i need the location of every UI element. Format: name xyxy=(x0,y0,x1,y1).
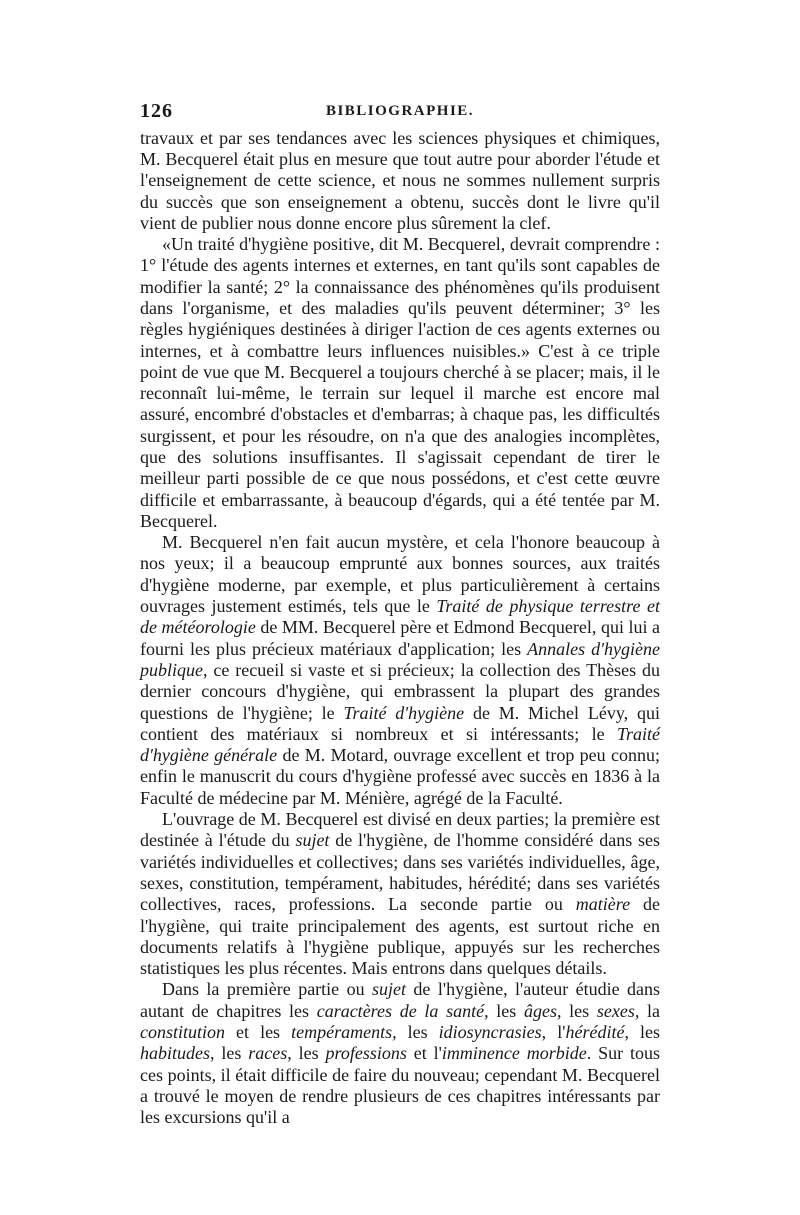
italic-title-text: matière xyxy=(575,894,631,915)
text-run: les xyxy=(396,1022,439,1042)
italic-title-text: races xyxy=(248,1043,288,1064)
text-run: et l' xyxy=(406,1043,442,1064)
italic-title-text: sujet xyxy=(372,979,407,1000)
text-run: de l'hygiène, qui traite principalement des agents, est surtout riche en documents relatifs à l'hygiène publique, appuyés sur les recherches statistiques les plus récentes. Mais entrons dans quelques détails. xyxy=(140,894,660,979)
italic-title-text: Traité de physique terrestre et de météorologie xyxy=(140,596,660,638)
paragraph-2 xyxy=(140,234,660,532)
paragraph-3 xyxy=(140,532,660,809)
page-body xyxy=(140,128,660,1128)
italic-title-text: Annales d'hygiène publique xyxy=(140,638,660,680)
text-run: de M. Motard, ouvrage excellent et trop peu connu; enfin le manuscrit du cours d'hygiène professé avec succès en 1836 à la Faculté de médecine par M. Ménière, agrégé de la Faculté. xyxy=(140,745,660,808)
text-run: la xyxy=(639,1000,661,1021)
text-run: L'ouvrage de M. Becquerel est divisé en deux parties; la première est destinée à l'étude du xyxy=(140,809,660,851)
text-run: Dans la première partie ou xyxy=(162,979,373,1000)
page-number: 126 xyxy=(140,100,173,122)
italic-title-text: caractères de la santé xyxy=(316,1000,485,1021)
running-title: BIBLIOGRAPHIE. xyxy=(325,103,475,119)
text-run: «Un traité d'hygiène positive, dit M. Becquerel, devrait comprendre : 1° l'étude des agents internes et externes, en tant qu'ils sont capables de modifier la santé; 2° la connaissance des phénomènes qu'ils produisent dans l'organisme, et des maladies qu'ils peuvent déterminer; 3° les règles hygiéniques destinées à diriger l'action de ces agents externes ou internes, et à combattre leurs influences nuisibles.» C'est à ce triple point de vue que M. Becquerel a toujours cherché à se placer; mais, il le reconnaît lui-même, le terrain sur lequel il marche est encore mal assuré, encombré d'obstacles et d'embarras; à chaque pas, les difficultés surgissent, et pour les résoudre, on n'a que des analogies incomplètes, que des solutions insuffisantes. Il s'agissait cependant de tirer le meilleur parti possible de ce que nous possédons, et c'est cette œuvre difficile et embarrassante, à beaucoup d'égards, qui a été tentée par M. Becquerel. xyxy=(140,234,660,531)
italic-title-text: Traité d'hygiène générale xyxy=(140,723,660,766)
text-run: travaux et par ses tendances avec les sciences physiques et chimiques, M. Becquerel était plus en mesure que tout autre pour aborder l'étude et l'enseignement de cette science, et nous ne sommes nullement surpris du succès que son enseignement a obtenu, succès dont le livre qu'il vient de publier nous donne encore plus sûrement la clef. xyxy=(140,128,660,233)
page-header xyxy=(140,100,660,130)
italic-title-text: sujet xyxy=(295,830,330,851)
text-run: , les xyxy=(624,1022,660,1042)
italic-title-text: hérédité xyxy=(565,1022,625,1042)
italic-title-text: imminence morbide xyxy=(441,1043,587,1064)
italic-title-text: tempéraments, xyxy=(291,1022,397,1042)
text-run: de l'hygiène, l'auteur étudie dans autant de chapitres les xyxy=(140,979,661,1021)
italic-title-text: habitudes xyxy=(140,1043,210,1064)
italic-title-text: sexes, xyxy=(596,1000,640,1021)
text-run: de M. Michel Lévy, qui contient des matériaux si nombreux et si intéressants; le xyxy=(140,702,660,744)
text-run: , les xyxy=(556,1000,597,1021)
italic-title-text: âges xyxy=(523,1000,557,1021)
italic-title-text: idiosyncrasies xyxy=(438,1022,542,1042)
paragraph-5 xyxy=(140,979,660,1128)
text-run: , ce recueil si vaste et si précieux; la collection des Thèses du dernier concours d'hygiène, qui embrassent la plupart des grandes questions de l'hygiène; le xyxy=(140,659,660,723)
text-run: , les xyxy=(484,1000,524,1021)
text-run: . Sur tous ces points, il était difficile de faire du nouveau; cependant M. Becquerel a trouvé le moyen de rendre plusieurs de ces chapitres intéressants par les excursions qu'il a xyxy=(140,1043,661,1128)
paragraph-4 xyxy=(140,809,660,979)
text-run: et les xyxy=(225,1022,292,1042)
italic-title-text: constitution xyxy=(140,1022,225,1042)
text-run: , les xyxy=(287,1043,326,1064)
text-run: de l'hygiène, de l'homme considéré dans ses variétés individuelles et collectives; dans ses variétés individuelles, âge, sexes, constitution, tempérament, habitudes, hérédité; dans ses variétés collectives, races, professions. La seconde partie ou xyxy=(140,830,661,915)
italic-title-text: professions xyxy=(325,1043,407,1064)
paragraph-1 xyxy=(140,128,660,234)
italic-title-text: Traité d'hygiène xyxy=(343,702,465,723)
text-run: , les xyxy=(210,1043,249,1064)
text-run: de MM. Becquerel père et Edmond Becquerel, qui lui a fourni les plus précieux matériaux d'application; les xyxy=(140,617,660,659)
text-run: , l' xyxy=(541,1022,566,1042)
text-run: M. Becquerel n'en fait aucun mystère, et cela l'honore beaucoup à nos yeux; il a beaucoup emprunté aux bonnes sources, aux traités d'hygiène moderne, par exemple, et plus particulièrement à certains ouvrages justement estimés, tels que le xyxy=(140,532,660,617)
